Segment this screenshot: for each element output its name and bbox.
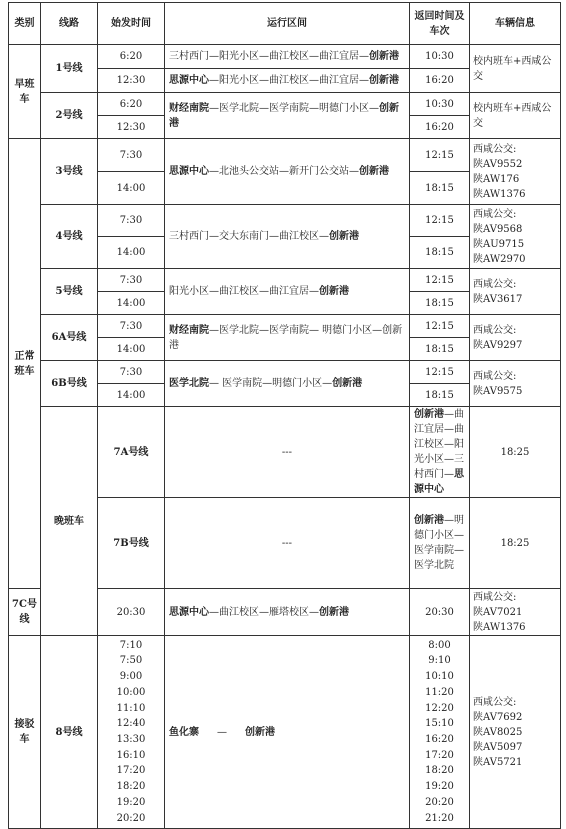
- category-early: 早班车: [9, 45, 41, 139]
- vehicle-info: 西咸公交: 陕AV9297: [470, 315, 561, 361]
- category-shuttle: 接驳车: [9, 636, 41, 829]
- return-time: 12:15: [410, 205, 470, 237]
- return-time: 12:15: [410, 269, 470, 292]
- return-time: 10:30: [410, 93, 470, 116]
- route-cell: 创新港—曲江宜居—曲江校区—阳光小区—三村西门—思源中心: [410, 407, 470, 498]
- category-normal: 正常班车: [9, 139, 41, 589]
- depart-time: 14:00: [98, 237, 165, 269]
- route-cell: 三村西门—交大东南门—曲江校区—创新港: [165, 205, 410, 269]
- depart-time: 20:30: [98, 589, 165, 636]
- header-line: 线路: [41, 3, 98, 45]
- depart-time: 7:30: [98, 269, 165, 292]
- line-name: 2号线: [41, 93, 98, 139]
- return-time: 12:15: [410, 315, 470, 338]
- vehicle-info: 西咸公交: 陕AV9575: [470, 361, 561, 407]
- route-cell: 思源中心—曲江校区—雁塔校区—创新港: [165, 589, 410, 636]
- return-time: 18:15: [410, 384, 470, 407]
- depart-time: 6:20: [98, 45, 165, 69]
- route-cell: 医学北院— 医学南院—明德门小区—创新港: [165, 361, 410, 407]
- table-row: [9, 93, 561, 116]
- vehicle-info: 西咸公交: 陕AV3617: [470, 269, 561, 315]
- depart-time: ---: [165, 407, 410, 498]
- line-name: 1号线: [41, 45, 98, 93]
- table-row: [9, 205, 561, 237]
- depart-time: 14:00: [98, 172, 165, 205]
- line-name: 4号线: [41, 205, 98, 269]
- return-time: 16:20: [410, 116, 470, 139]
- route-cell: 财经南院—医学北院—医学南院—明德门小区—创新港: [165, 93, 410, 139]
- depart-time: 12:30: [98, 116, 165, 139]
- table-row: [9, 139, 561, 172]
- depart-time: 7:30: [98, 361, 165, 384]
- depart-time-list: 7:10 7:50 9:00 10:00 11:10 12:40 13:30 16:10 17:20 18:20 19:20 20:20: [98, 636, 165, 829]
- line-name: 3号线: [41, 139, 98, 205]
- bus-schedule-table: [8, 2, 561, 829]
- route-cell: 鱼化寨 — 创新港: [165, 636, 410, 829]
- depart-time: 12:30: [98, 69, 165, 93]
- header-vehicle: 车辆信息: [470, 3, 561, 45]
- return-time: 18:15: [410, 172, 470, 205]
- route-cell: 财经南院—医学北院—医学南院— 明德门小区—创新港: [165, 315, 410, 361]
- route-cell: 创新港—明德门小区—医学南院—医学北院: [410, 498, 470, 589]
- return-time: 18:15: [410, 237, 470, 269]
- return-time: 18:25: [470, 407, 561, 498]
- header-return: 返回时间及车次: [410, 3, 470, 45]
- table-row: [9, 636, 561, 829]
- depart-time: 14:00: [98, 292, 165, 315]
- depart-time: 7:30: [98, 315, 165, 338]
- return-time-list: 8:00 9:10 10:10 11:20 12:20 15:10 16:20 17:20 18:20 19:20 20:20 21:20: [410, 636, 470, 829]
- vehicle-info: 西咸公交: 陕AV9568 陕AU9715 陕AW2970: [470, 205, 561, 269]
- line-name: 7A号线: [98, 407, 165, 498]
- depart-time: 14:00: [98, 384, 165, 407]
- route-cell: 思源中心—北池头公交站—新开门公交站—创新港: [165, 139, 410, 205]
- line-name: 5号线: [41, 269, 98, 315]
- line-name: 6A号线: [41, 315, 98, 361]
- return-time: 18:25: [470, 498, 561, 589]
- header-depart: 始发时间: [98, 3, 165, 45]
- depart-time: 6:20: [98, 93, 165, 116]
- vehicle-info: 校内班车+西咸公交: [470, 93, 561, 139]
- return-time: 10:30: [410, 45, 470, 69]
- depart-time: ---: [165, 498, 410, 589]
- route-cell: 思源中心—阳光小区—曲江校区—曲江宜居—创新港: [165, 69, 410, 93]
- return-time: 12:15: [410, 361, 470, 384]
- vehicle-info: 校内班车+西咸公交: [470, 45, 561, 93]
- vehicle-info: 西咸公交: 陕AV7692 陕AV8025 陕AV5097 陕AV5721: [470, 636, 561, 829]
- category-late: 晚班车: [41, 407, 98, 636]
- route-cell: 阳光小区—曲江校区—曲江宜居—创新港: [165, 269, 410, 315]
- header-route: 运行区间: [165, 3, 410, 45]
- table-row: [9, 315, 561, 338]
- line-name: 7C号线: [9, 589, 41, 636]
- table-row: [9, 407, 561, 498]
- table-row: [9, 269, 561, 292]
- line-name: 8号线: [41, 636, 98, 829]
- depart-time: 7:30: [98, 139, 165, 172]
- table-row: [9, 361, 561, 384]
- depart-time: 14:00: [98, 338, 165, 361]
- line-name: 6B号线: [41, 361, 98, 407]
- vehicle-info: 西咸公交: 陕AV7021 陕AW1376: [470, 589, 561, 636]
- return-time: 12:15: [410, 139, 470, 172]
- return-time: 20:30: [410, 589, 470, 636]
- depart-time: 7:30: [98, 205, 165, 237]
- return-time: 18:15: [410, 292, 470, 315]
- return-time: 16:20: [410, 69, 470, 93]
- header-category: 类别: [9, 3, 41, 45]
- vehicle-info: 西咸公交: 陕AV9552 陕AW176 陕AW1376: [470, 139, 561, 205]
- line-name: 7B号线: [98, 498, 165, 589]
- table-row: [9, 45, 561, 69]
- header-row: [9, 3, 561, 45]
- route-cell: 三村西门—阳光小区—曲江校区—曲江宜居—创新港: [165, 45, 410, 69]
- return-time: 18:15: [410, 338, 470, 361]
